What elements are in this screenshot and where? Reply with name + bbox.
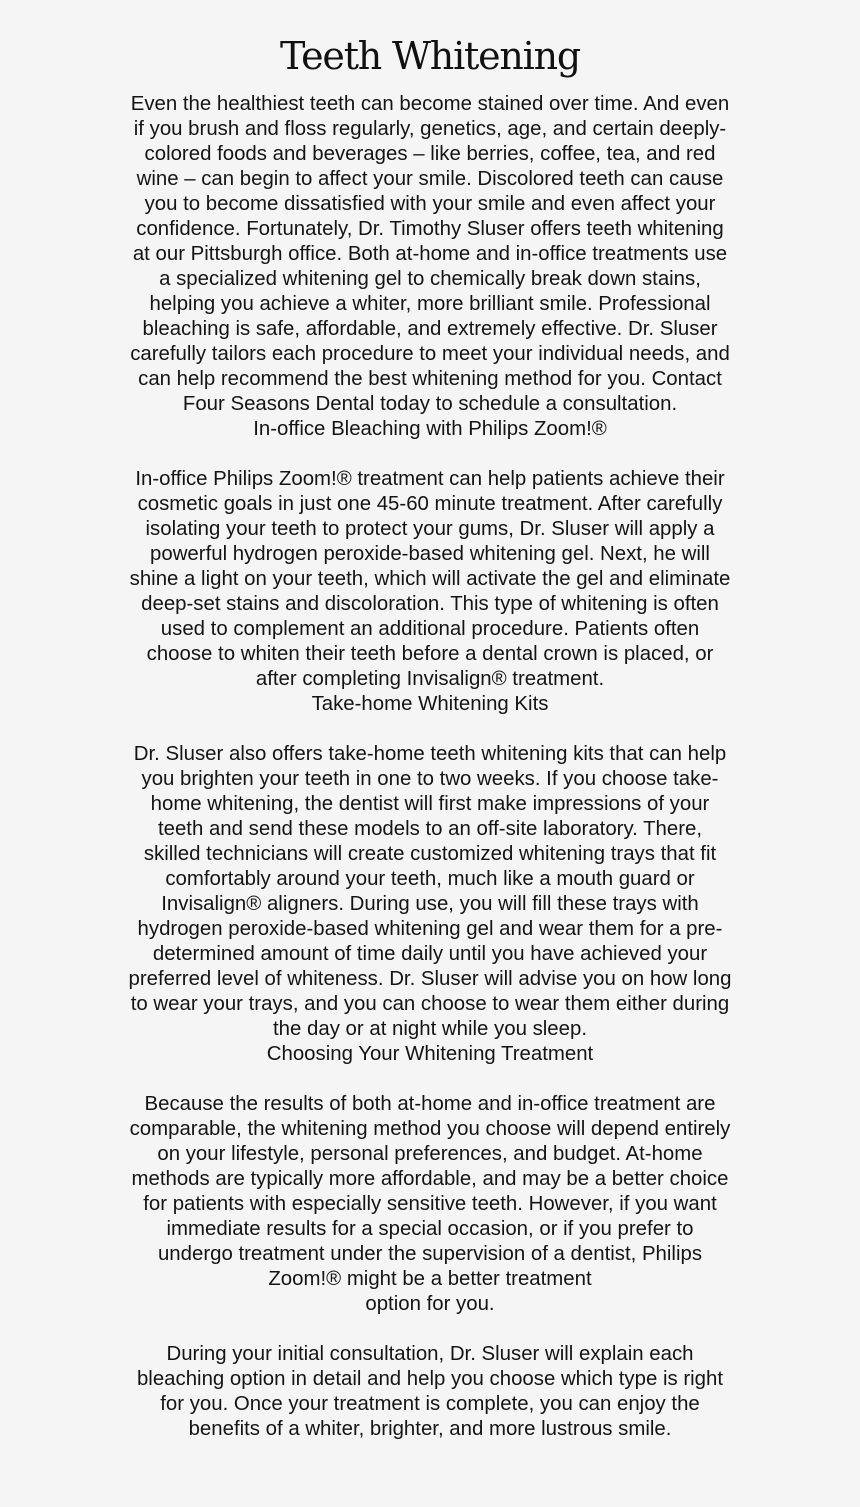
section-body-choosing-tail: option for you. xyxy=(365,1293,495,1315)
section-body-take-home: Dr. Sluser also offers take-home teeth whitening kits that can help you brighten your teeth in one to two weeks. If you choose take-home whitening, the dentist will first make impressions of your teeth and send these models to an off-site laboratory. There, skilled technicians will create customized whitening trays that fit comfortably around your teeth, much like a mouth guard or Invisalign® aligners. During use, you will fill these trays with hydrogen peroxide-based whitening gel and wear them for a pre-determined amount of time daily until you have achieved your preferred level of whiteness. Dr. Sluser will advise you on how long to wear your trays, and you can choose to wear them either during the day or at night while you sleep. xyxy=(128,743,732,1040)
page-title: Teeth Whitening xyxy=(279,34,581,78)
closing-paragraph: During your initial consultation, Dr. Sluser will explain each bleaching option in detail and help you choose which type is right for you. Once your treatment is complete, you can enjoy the benefits of a whiter, brighter, and more lustrous smile. xyxy=(136,1343,724,1440)
section-heading-choosing: Choosing Your Whitening Treatment xyxy=(266,1043,594,1065)
section-heading-take-home: Take-home Whitening Kits xyxy=(311,693,549,715)
section-body-choosing: Because the results of both at-home and in-office treatment are comparable, the whitening method you choose will depend entirely on your lifestyle, personal preferences, and budget. At-home methods are typically more affordable, and may be a better choice for patients with especially sensitive teeth. However, if you want immediate results for a special occasion, or if you prefer to undergo treatment under the supervision of a dentist, Philips Zoom!® might be a better treatment xyxy=(129,1093,731,1290)
intro-paragraph: Even the healthiest teeth can become stained over time. And even if you brush and floss regularly, genetics, age, and certain deeply-colored foods and beverages – like berries, coffee, tea, and red wine – can begin to affect your smile. Discolored teeth can cause you to become dissatisfied with your smile and even affect your confidence. Fortunately, Dr. Timothy Sluser offers teeth whitening at our Pittsburgh office. Both at-home and in-office treatments use a specialized whitening gel to chemically break down stains, helping you achieve a whiter, more brilliant smile. Professional bleaching is safe, affordable, and extremely effective. Dr. Sluser carefully tailors each procedure to meet your individual needs, and can help recommend the best whitening method for you. Contact Four Seasons Dental today to schedule a consultation. xyxy=(130,93,730,415)
section-body-in-office: In-office Philips Zoom!® treatment can help patients achieve their cosmetic goals in just one 45-60 minute treatment. After carefully isolating your teeth to protect your gums, Dr. Sluser will apply a powerful hydrogen peroxide-based whitening gel. Next, he will shine a light on your teeth, which will activate the gel and eliminate deep-set stains and discoloration. This type of whitening is often used to complement an additional procedure. Patients often choose to whiten their teeth before a dental crown is placed, or after completing Invisalign® treatment. xyxy=(129,468,731,690)
article-body xyxy=(128,92,732,1442)
section-heading-in-office: In-office Bleaching with Philips Zoom!® xyxy=(253,418,607,440)
